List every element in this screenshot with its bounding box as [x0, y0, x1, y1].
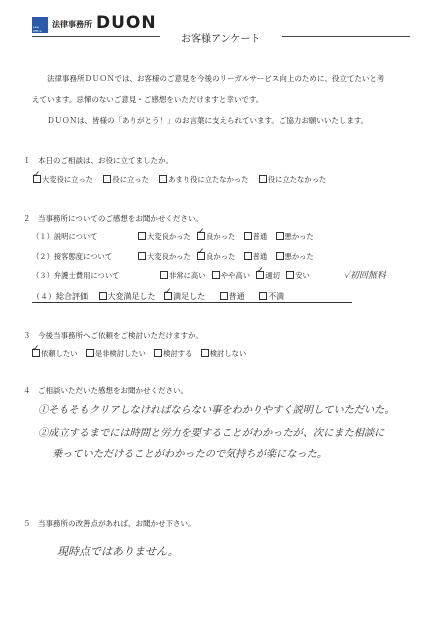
- checkbox[interactable]: [99, 292, 107, 300]
- checkbox[interactable]: [212, 271, 220, 279]
- q2-row-3-option-4[interactable]: 安い: [286, 271, 310, 280]
- intro-line-2: えています。忌憚のないご意見・ご感想をいただけますと幸いです。: [32, 95, 264, 104]
- q2-row-3-options: [160, 271, 310, 281]
- q1-option-2[interactable]: 役に立った: [103, 175, 148, 184]
- checkbox-checked[interactable]: [197, 232, 205, 240]
- checkbox[interactable]: [160, 271, 168, 279]
- q2-row-4-option-1[interactable]: 大変満足した: [99, 292, 156, 301]
- q3-option-3[interactable]: 検討する: [154, 349, 192, 358]
- checkbox-checked[interactable]: [33, 175, 41, 183]
- q1-label: １ 本日のご相談は、お役に立てましたか。: [23, 156, 173, 165]
- q3-label: ３ 今後当事務所へご依頼をご検討いただけますか。: [23, 331, 203, 340]
- checkbox-checked[interactable]: [164, 292, 172, 300]
- q2-row-3-label: （３）弁護士費用について: [32, 271, 120, 280]
- q2-row-4: [32, 291, 352, 303]
- checkbox-checked[interactable]: [197, 252, 205, 260]
- q1-option-4[interactable]: 役に立たなかった: [259, 175, 326, 184]
- q4-answer-line-3: 乗っていただけることがわかったので気持ちが楽になった。: [52, 449, 328, 460]
- q2-row-2-option-4[interactable]: 悪かった: [276, 252, 314, 261]
- q2-label: ２ 当事務所についてのご感想をお聞かせください。: [23, 214, 203, 223]
- q2-row-1-option-4[interactable]: 悪かった: [276, 232, 314, 241]
- q2-row-2-option-1[interactable]: 大変良かった: [138, 252, 191, 261]
- q4-label: ４ ご相談いただいた感想をお聞かせください。: [23, 386, 188, 395]
- q2-row-3-option-1[interactable]: 非常に高い: [160, 271, 205, 280]
- q2-row-4-option-4[interactable]: 不満: [259, 292, 284, 301]
- q2-row-3-option-2[interactable]: やや高い: [212, 271, 250, 280]
- header-rule-left: [32, 36, 160, 37]
- q5-answer: 現時点ではありません。: [57, 545, 179, 558]
- q2-row-4-option-3[interactable]: 普通: [220, 292, 245, 301]
- checkbox[interactable]: [220, 292, 228, 300]
- brand-name: DUON: [96, 13, 157, 33]
- checkbox[interactable]: [201, 349, 209, 357]
- q2-row-3-handwritten-note: ✓初回無料: [344, 271, 386, 281]
- checkbox[interactable]: [244, 252, 252, 260]
- q2-row-1-option-3[interactable]: 普通: [244, 232, 268, 241]
- q2-row-2-label: （２）接客態度について: [32, 252, 113, 261]
- checkbox[interactable]: [276, 252, 284, 260]
- q3-option-2[interactable]: 是非検討したい: [86, 349, 146, 358]
- intro-line-3: ＤＵＯＮは、皆様の「ありがとう！」のお言葉に支えられています。ご協力お願いいたします。: [47, 116, 369, 125]
- q3-option-1[interactable]: ✓依頼したい: [32, 349, 77, 358]
- q1-options: [33, 175, 326, 185]
- checkbox[interactable]: [159, 175, 167, 183]
- checkbox[interactable]: [103, 175, 111, 183]
- q5-label: ５ 当事務所の改善点があれば、お聞かせ下さい。: [23, 519, 196, 528]
- q3-option-4[interactable]: 検討しない: [201, 349, 246, 358]
- q2-row-1-option-1[interactable]: 大変良かった: [138, 232, 191, 241]
- q2-row-1-options: [138, 232, 314, 242]
- q2-row-1-label: （１）説明について: [32, 232, 98, 241]
- firm-logo-mark: [32, 17, 48, 33]
- checkbox[interactable]: [276, 232, 284, 240]
- q4-answer-line-1: ①そもそもクリアしなければならない事をわかりやすく説明していただいた。: [38, 405, 395, 416]
- checkbox[interactable]: [154, 349, 162, 357]
- q4-answer-line-2: ②成立するまでには時間と労力を要することがわかったが、次にまた相談に: [38, 428, 385, 439]
- header-rule-right: [282, 36, 410, 37]
- checkbox-checked[interactable]: [32, 349, 40, 357]
- firm-prefix: 法律事務所: [52, 20, 92, 29]
- q2-row-1-option-2[interactable]: ✓ 良かった: [197, 232, 235, 241]
- q2-row-4-option-2[interactable]: ✓ 満足した: [164, 292, 205, 301]
- q1-option-3[interactable]: あまり役に立たなかった: [159, 175, 248, 184]
- intro-line-1: 法律事務所ＤＵＯＮでは、お客様のご意見を今後のリーガルサービス向上のために、役立てたいと考: [47, 74, 385, 83]
- logo-mark-text: Law Office: [33, 25, 42, 33]
- checkbox[interactable]: [286, 271, 294, 279]
- q2-row-2-option-3[interactable]: 普通: [244, 252, 268, 261]
- checkbox[interactable]: [259, 175, 267, 183]
- checkbox[interactable]: [138, 232, 146, 240]
- checkbox[interactable]: [244, 232, 252, 240]
- checkbox-checked[interactable]: [256, 271, 264, 279]
- survey-title: お客様アンケート: [181, 34, 261, 45]
- q1-option-1[interactable]: ✓大変役に立った: [33, 175, 93, 184]
- q2-row-4-label: （４）総合評価: [32, 292, 88, 301]
- q3-options: [32, 349, 246, 359]
- checkbox[interactable]: [138, 252, 146, 260]
- checkbox[interactable]: [86, 349, 94, 357]
- checkbox[interactable]: [259, 292, 267, 300]
- q2-row-2-option-2[interactable]: ✓ 良かった: [197, 252, 235, 261]
- q2-row-3-option-3[interactable]: ✓ 適切: [256, 271, 280, 280]
- q2-row-2-options: [138, 252, 314, 262]
